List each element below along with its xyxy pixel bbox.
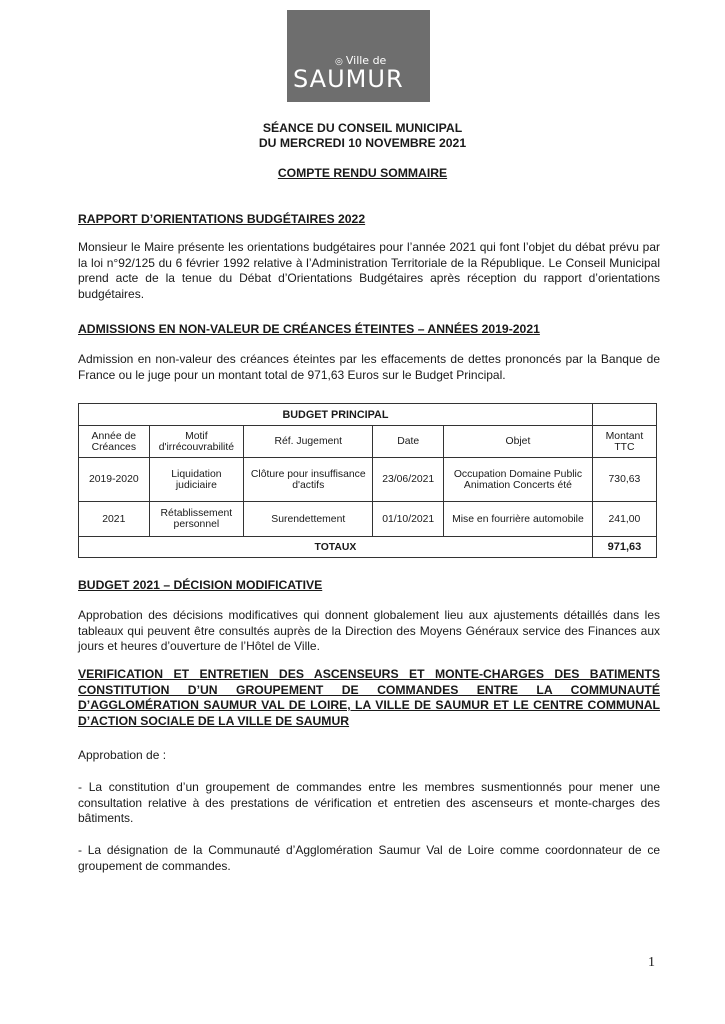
cell-ref: Clôture pour insuffisance d'actifs xyxy=(244,458,373,502)
section-title-budget: BUDGET 2021 – DÉCISION MODIFICATIVE xyxy=(78,578,323,592)
saumur-logo xyxy=(287,10,430,102)
total-label: TOTAUX xyxy=(79,537,593,558)
cell-date: 01/10/2021 xyxy=(373,502,444,537)
logo-brand-text: SAUMUR xyxy=(293,65,404,93)
section-intro-ascenseurs: Approbation de : xyxy=(78,748,167,762)
table-row xyxy=(79,458,657,502)
header-objet: Objet xyxy=(444,426,593,458)
cell-montant: 241,00 xyxy=(592,502,656,537)
header-line-1: SÉANCE DU CONSEIL MUNICIPAL xyxy=(262,121,463,135)
header-line-2: DU MERCREDI 10 NOVEMBRE 2021 xyxy=(258,136,467,150)
cell-annee: 2021 xyxy=(79,502,150,537)
header-ref: Réf. Jugement xyxy=(244,426,373,458)
section-title-admissions: ADMISSIONS EN NON-VALEUR DE CRÉANCES ÉTEINTES – ANNÉES 2019-2021 xyxy=(78,322,540,336)
table-header-row xyxy=(79,426,657,458)
section-item-2: - La désignation de la Communauté d’Agglomération Saumur Val de Loire comme coordonnateur de ce groupement de commandes. xyxy=(78,843,660,873)
section-item-1: - La constitution d’un groupement de commandes entre les membres susmentionnés pour mener une consultation relative à des prestations de vérification et entretien des ascenseurs et monte-charges des bâtiments. xyxy=(78,780,660,826)
cell-annee: 2019-2020 xyxy=(79,458,150,502)
section-body-admissions: Admission en non-valeur des créances éteintes par les effacements de dettes prononcés par la Banque de France ou le juge pour un montant total de 971,63 Euros sur le Budget Principal. xyxy=(78,352,660,382)
budget-table xyxy=(78,403,657,558)
table-total-row xyxy=(79,537,657,558)
section-title-ascenseurs: VERIFICATION ET ENTRETIEN DES ASCENSEURS ET MONTE-CHARGES DES BATIMENTS CONSTITUTION D’UN GROUPEMENT DE COMMANDES ENTRE LA COMMUNAUTÉ D’AGGLOMÉRATION SAUMUR VAL DE LOIRE, LA VILLE DE SAUMUR ET LE CENTRE COMMUNAL D’ACTION SOCIALE DE LA VILLE DE SAUMUR xyxy=(78,667,660,728)
header-montant: Montant TTC xyxy=(592,426,656,458)
subtitle-text: COMPTE RENDU SOMMAIRE xyxy=(277,166,448,180)
cell-motif: Liquidation judiciaire xyxy=(149,458,244,502)
cell-motif: Rétablissement personnel xyxy=(149,502,244,537)
cell-objet: Mise en fourrière automobile xyxy=(444,502,593,537)
total-value: 971,63 xyxy=(592,537,656,558)
cell-date: 23/06/2021 xyxy=(373,458,444,502)
section-body-budget: Approbation des décisions modificatives qui donnent globalement lieu aux ajustements détaillés dans les tableaux qui peuvent être consultés auprès de la Direction des Moyens Généraux service des Finances aux jours et heures d’ouverture de l’Hôtel de Ville. xyxy=(78,608,660,654)
cell-ref: Surendettement xyxy=(244,502,373,537)
header-annee: Année de Créances xyxy=(79,426,150,458)
header-date: Date xyxy=(373,426,444,458)
cell-objet: Occupation Domaine Public Animation Concerts été xyxy=(444,458,593,502)
section-body-orientations: Monsieur le Maire présente les orientations budgétaires pour l’année 2021 qui font l’objet du débat prévu par la loi n°92/125 du 6 février 1992 relative à l’Administration Territoriale de la République. Le Conseil Municipal prend acte de la tenue du Débat d’Orientations Budgétaires après réception du rapport d’orientations budgétaires. xyxy=(78,240,660,301)
page-number: 1 xyxy=(648,955,655,970)
table-row xyxy=(79,502,657,537)
document-header xyxy=(0,121,725,151)
table-title: BUDGET PRINCIPAL xyxy=(79,404,593,426)
cell-montant: 730,63 xyxy=(592,458,656,502)
table-title-blank xyxy=(592,404,656,426)
logo-ville-text: ◎ Ville de xyxy=(335,54,386,67)
document-subtitle xyxy=(0,166,725,180)
section-title-orientations: RAPPORT D’ORIENTATIONS BUDGÉTAIRES 2022 xyxy=(78,212,366,226)
header-motif: Motif d'irrécouvrabilité xyxy=(149,426,244,458)
